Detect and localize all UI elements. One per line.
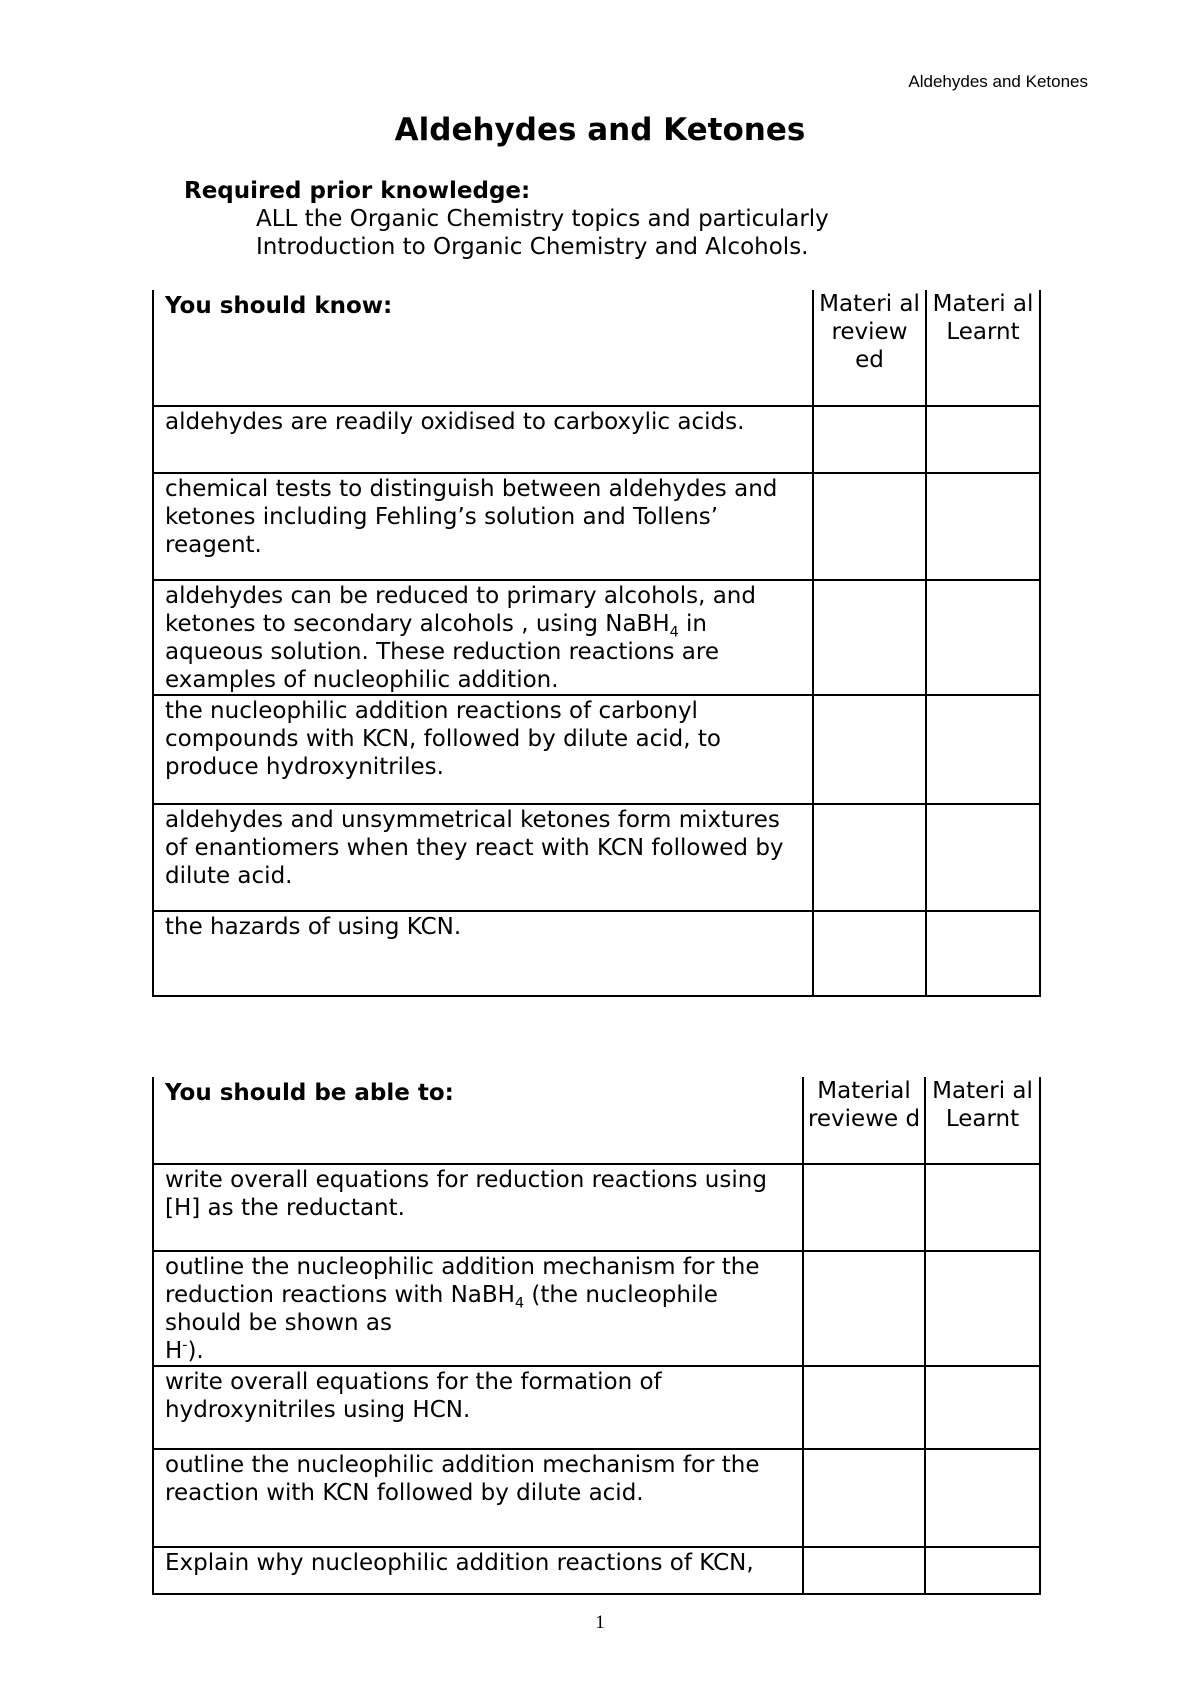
able-item-text-part: (the nucleophile should be shown as: [165, 1282, 718, 1336]
learnt-checkbox-cell[interactable]: [925, 1449, 1040, 1547]
running-header: Aldehydes and Ketones: [908, 72, 1088, 91]
able-item-text-part: H: [165, 1338, 183, 1364]
table-row: [153, 580, 1040, 695]
prior-knowledge-line: Introduction to Organic Chemistry and Alcohols.: [256, 234, 809, 260]
table-row: [153, 695, 1040, 804]
reviewed-checkbox-cell[interactable]: [803, 1449, 925, 1547]
learnt-checkbox-cell[interactable]: [925, 1251, 1040, 1366]
learnt-checkbox-cell[interactable]: [926, 695, 1040, 804]
table-row: [153, 1449, 1040, 1547]
table-header-row: [153, 1077, 1040, 1164]
material-learnt-header: Materi al Learnt: [925, 1077, 1040, 1164]
reviewed-checkbox-cell[interactable]: [803, 1366, 925, 1449]
know-checklist-table: [152, 290, 1041, 997]
able-heading: You should be able to:: [153, 1077, 803, 1164]
reviewed-checkbox-cell[interactable]: [803, 1547, 925, 1594]
able-item-text: write overall equations for reduction reactions using [H] as the reductant.: [153, 1164, 803, 1251]
page-title: Aldehydes and Ketones: [394, 112, 806, 148]
reviewed-checkbox-cell[interactable]: [813, 406, 926, 473]
prior-knowledge-section: [184, 177, 829, 261]
prior-knowledge-heading: Required prior knowledge:: [184, 178, 531, 204]
table-row: [153, 406, 1040, 473]
subscript: 4: [514, 1295, 525, 1312]
page-number: 1: [595, 1612, 605, 1633]
know-item-text: chemical tests to distinguish between aldehydes and ketones including Fehling’s solution and Tollens’ reagent.: [153, 473, 813, 580]
learnt-checkbox-cell[interactable]: [926, 406, 1040, 473]
able-checklist-table: [152, 1077, 1041, 1595]
know-item-text: the nucleophilic addition reactions of carbonyl compounds with KCN, followed by dilute acid, to produce hydroxynitriles.: [153, 695, 813, 804]
learnt-checkbox-cell[interactable]: [926, 804, 1040, 911]
able-item-text: write overall equations for the formation of hydroxynitriles using HCN.: [153, 1366, 803, 1449]
reviewed-checkbox-cell[interactable]: [803, 1251, 925, 1366]
reviewed-checkbox-cell[interactable]: [813, 804, 926, 911]
material-reviewed-header: Material reviewe d: [803, 1077, 925, 1164]
material-learnt-header: Materi al Learnt: [926, 290, 1040, 406]
material-reviewed-header: Materi al review ed: [813, 290, 926, 406]
table-row: [153, 1547, 1040, 1594]
learnt-checkbox-cell[interactable]: [926, 473, 1040, 580]
know-item-text-part: aldehydes can be reduced to primary alcohols, and ketones to secondary alcohols , using NaBH: [165, 583, 756, 637]
learnt-checkbox-cell[interactable]: [925, 1164, 1040, 1251]
table-row: [153, 911, 1040, 996]
able-item-text: [153, 1251, 803, 1366]
reviewed-checkbox-cell[interactable]: [813, 911, 926, 996]
able-item-text: Explain why nucleophilic addition reactions of KCN,: [153, 1547, 803, 1594]
prior-knowledge-line: ALL the Organic Chemistry topics and particularly: [256, 206, 829, 232]
know-item-text: aldehydes and unsymmetrical ketones form mixtures of enantiomers when they react with KCN followed by dilute acid.: [153, 804, 813, 911]
table-header-row: [153, 290, 1040, 406]
learnt-checkbox-cell[interactable]: [926, 911, 1040, 996]
able-item-text: outline the nucleophilic addition mechanism for the reaction with KCN followed by dilute acid.: [153, 1449, 803, 1547]
table-row: [153, 473, 1040, 580]
table-row: [153, 1164, 1040, 1251]
reviewed-checkbox-cell[interactable]: [813, 580, 926, 695]
able-item-text-part: outline the nucleophilic addition mechanism for the reduction reactions with NaBH: [165, 1254, 760, 1308]
know-item-text: aldehydes are readily oxidised to carboxylic acids.: [153, 406, 813, 473]
learnt-checkbox-cell[interactable]: [926, 580, 1040, 695]
able-item-text-part: ).: [187, 1338, 204, 1364]
learnt-checkbox-cell[interactable]: [925, 1366, 1040, 1449]
learnt-checkbox-cell[interactable]: [925, 1547, 1040, 1594]
reviewed-checkbox-cell[interactable]: [813, 695, 926, 804]
reviewed-checkbox-cell[interactable]: [813, 473, 926, 580]
know-item-text: [153, 580, 813, 695]
table-row: [153, 1366, 1040, 1449]
table-row: [153, 1251, 1040, 1366]
superscript: -: [182, 1337, 188, 1354]
table-row: [153, 804, 1040, 911]
know-heading: You should know:: [153, 290, 813, 406]
know-item-text: the hazards of using KCN.: [153, 911, 813, 996]
subscript: 4: [669, 624, 679, 641]
know-item-text-part: in aqueous solution. These reduction reactions are examples of nucleophilic addition.: [165, 611, 719, 693]
reviewed-checkbox-cell[interactable]: [803, 1164, 925, 1251]
